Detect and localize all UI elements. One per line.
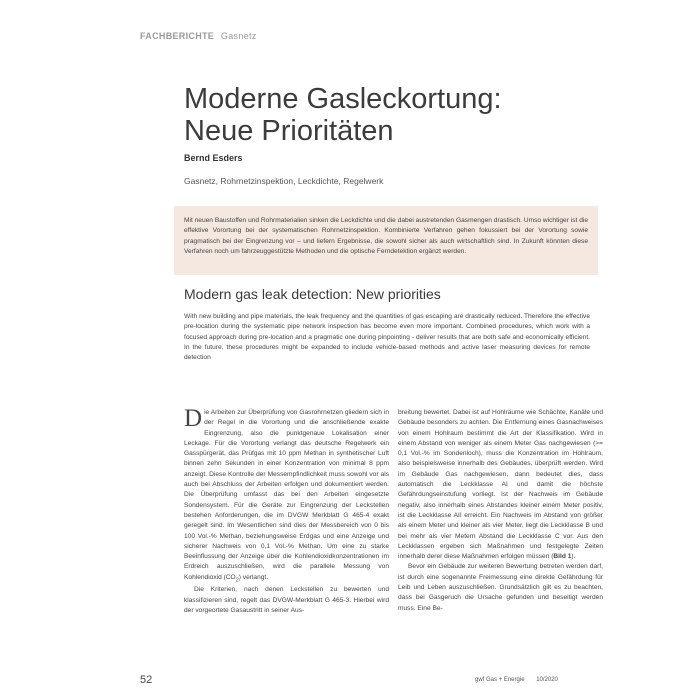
paragraph-text-end: ).	[571, 553, 576, 561]
issue-number: 10/2020	[536, 677, 558, 683]
paragraph: Bevor ein Gebäude zur weiteren Bewertung betreten werden darf, ist durch eine sogenannte Freimessung eine direkte Gefährdung für Leib und Leben auszuschließen. Grundsätzlich gilt es zu beachten, dass bei Gasgeruch die Ursache gefunden und beseitigt werden muss. Eine Be-	[398, 563, 603, 612]
english-title: Modern gas leak detection: New priorities	[184, 286, 441, 302]
german-abstract-text: Mit neuen Baustoffen und Rohrmaterialien sinken die Leckdichte und die dabei austretenden Gasmengen drastisch. Umso wichtiger ist die effektive Vorortung bei der systematischen Rohrnetzinspektion. Kombinierte Verfahren gehen fokussiert bei der Vorortung sowie pragmatisch bei der Eingrenzung vor – und liefern Ergebnisse, die sowohl sicher als auch wirtschaftlich sind. In Zukunft könnten diese Verfahren noch um fahrzeuggestützte Methoden und die optische Ferndetektion ergänzt werden.	[184, 217, 588, 255]
english-abstract: With new building and pipe materials, the leak frequency and the quantities of gas escaping are drastically reduced. Therefore the effective pre-location during the systematic pipe network inspection has become even more important. Combined procedures, which work with a focused approach during pre-location and a pragmatic one during pinpointing - deliver results that are both safe and economically efficient. In the future, these procedures might be expanded to include vehicle-based methods and active laser measuring devices for remote detection	[184, 313, 590, 362]
body-column-left	[184, 405, 389, 616]
page-number: 52	[140, 674, 153, 686]
paragraph: Die Kriterien, nach denen Leckstellen zu bewerten und klassifizieren sind, regelt das DVGW-Merkblatt G 465-3. Hierbei wird der vorgeortete Gasaustritt in seiner Aus-	[184, 586, 389, 614]
publication-name: gwf Gas + Energie	[475, 677, 525, 683]
paragraph-text-end: ) verlangt.	[238, 573, 269, 581]
footer-publication	[475, 677, 558, 683]
paragraph	[398, 408, 603, 562]
keywords: Gasnetz, Rohrnetzinspektion, Leckdichte, Regelwerk	[184, 176, 384, 186]
section-label: FACHBERICHTE	[140, 31, 215, 41]
paragraph	[184, 405, 389, 585]
title-line-2: Neue Prioritäten	[184, 115, 394, 147]
running-header	[140, 31, 257, 41]
author-name: Bernd Esders	[184, 153, 243, 163]
article-title	[184, 83, 502, 147]
subscript: 2	[235, 577, 239, 584]
drop-cap: D	[184, 405, 203, 432]
title-line-1: Moderne Gasleckortung:	[184, 83, 502, 115]
paragraph-text: ie Arbeiten zur Überprüfung von Gasrohrnetzen gliedern sich in der Regel in die Vorortung und die anschließende exakte Eingrenzung, also die punktgenaue Lokalisation einer Leckage. Für die Vorortung verlangt das deutsche Regelwerk ein Gasspürgerät, das Prüfgas mit 10 ppm Methan in synthetischer Luft binnen zehn Sekunden in einer Konzentration von minimal 8 ppm anzeigt. Diese Kontrolle der Messempfindlichkeit muss sowohl vor als auch bei Abschluss der Arbeiten erfolgen und dokumentiert werden. Die Überprüfung umfasst das bei den Arbeiten eingesetzte Sondensystem. Für die Geräte zur Eingrenzung der Leckstellen bestehen Anforderungen, die im DVGW Merkblatt G 465-4 exakt geregelt sind. Im Wesentlichen sind dies der Messbereich von 0 bis 100 Vol.-% Methan, beziehungsweise Erdgas und eine Anzeige und sicherer Nachweis von 0,1 Vol.-% Methan. Um eine zu starke Beeinflussung der Anzeige über die Kohlendioxidkonzentrationen im Erdreich auszuschließen, wird die parallele Messung von Kohlendioxid (CO	[184, 409, 389, 581]
paragraph-text: breitung bewertet. Dabei ist auf Hohlräume wie Schächte, Kanäle und Gebäude besonders zu achten. Die Entfernung eines Gasnachweises von einem Hohlraum bestimmt die Art der Klassifikation. Wird in einem Abstand von weniger als einem Meter Gas nachgewiesen (>= 0,1 Vol.-% im Sondenloch), muss die Konzentration im Hohlraum, also beispielsweise innerhalb des Gebäudes, überprüft werden. Wird im Gebäude Gas nachgewiesen, dann bedeutet dies, dass automatisch die Leckklasse AI und damit die höchste Gefährdungseinstufung vorliegt. Ist der Nachweis im Gebäude negativ, also innerhalb eines Abstandes kleiner einem Meter positiv, ist die Leckklasse AII erreicht. Ein Nachweis im Abstand von größer als einem Meter und kleiner als vier Meter, liegt die Leckklasse B und bei mehr als vier Metern Abstand die Leckklasse C vor. Aus den Leckklassen ergeben sich Maßnahmen und festgelegte Zeiten innerhalb derer diese Maßnahmen erfolgen müssen (	[398, 409, 603, 561]
figure-reference[interactable]: Bild 1	[553, 553, 572, 561]
subsection-label: Gasnetz	[220, 31, 257, 41]
german-abstract-box	[174, 206, 598, 275]
body-column-right	[398, 408, 603, 614]
